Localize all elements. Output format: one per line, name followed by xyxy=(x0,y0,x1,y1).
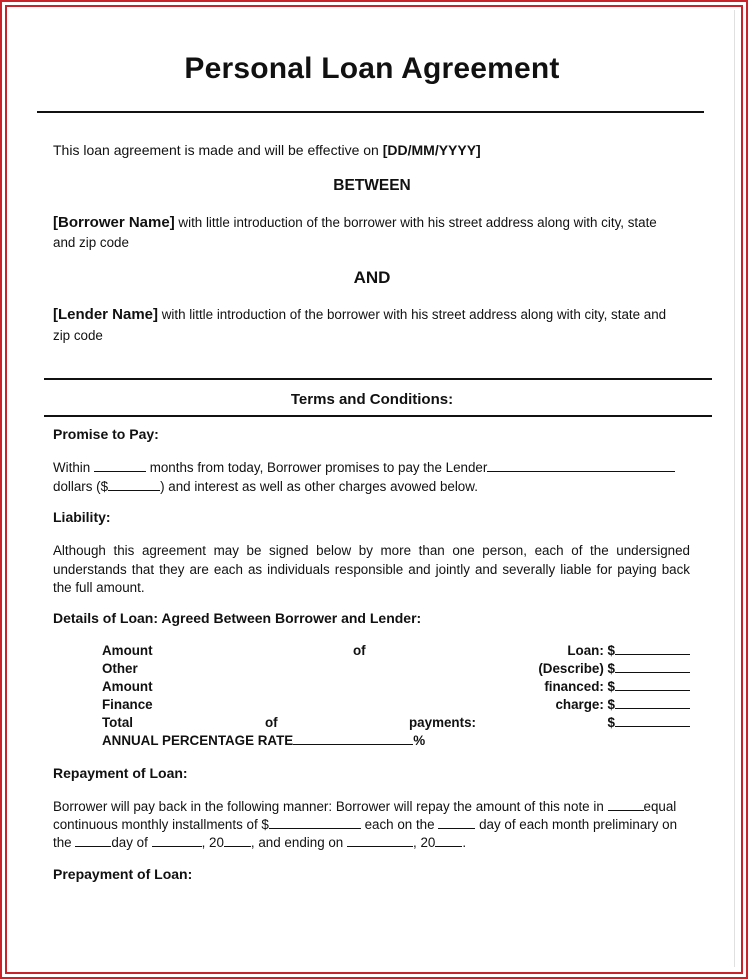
repayment-heading: Repayment of Loan: xyxy=(53,765,188,781)
payments-blank xyxy=(615,714,690,727)
promise-text-b: months from today, Borrower promises to pay the Lender xyxy=(149,460,488,475)
detail-amount-2: Amount xyxy=(102,679,153,694)
installment-amount-blank xyxy=(269,816,361,829)
effective-date: [DD/MM/YYYY] xyxy=(382,142,481,158)
promise-text-a: Within xyxy=(53,460,91,475)
repay-text-h: , 20 xyxy=(201,835,224,850)
promise-heading: Promise to Pay: xyxy=(53,426,159,442)
repay-line-1 xyxy=(53,797,676,816)
between-heading: BETWEEN xyxy=(333,177,411,194)
and-heading: AND xyxy=(353,268,391,287)
lender-amount-blank xyxy=(487,459,675,472)
end-year-blank xyxy=(435,834,462,847)
apr-label: ANNUAL PERCENTAGE RATE xyxy=(102,733,294,748)
detail-financed xyxy=(544,678,690,696)
borrower-line-2: and zip code xyxy=(53,235,129,250)
intro-text: This loan agreement is made and will be effective on xyxy=(53,142,383,158)
end-date-blank xyxy=(347,834,413,847)
repay-text-g: day of xyxy=(111,835,148,850)
loan-blank xyxy=(615,642,690,655)
detail-finance: Finance xyxy=(102,697,153,712)
repay-text-b: equal xyxy=(643,799,677,814)
lender-line-1 xyxy=(53,305,666,324)
detail-apr xyxy=(102,732,425,750)
describe-label: (Describe) $ xyxy=(538,661,615,676)
repay-line-3 xyxy=(53,833,466,852)
promise-line-2 xyxy=(53,477,478,496)
detail-describe xyxy=(538,660,690,678)
borrower-line-1 xyxy=(53,213,657,232)
detail-loan xyxy=(567,642,690,660)
liability-line-3: the full amount. xyxy=(53,580,145,595)
financed-label: financed: $ xyxy=(544,679,615,694)
prepayment-heading: Prepayment of Loan: xyxy=(53,866,193,882)
detail-payments: payments: xyxy=(409,715,476,730)
charge-blank xyxy=(615,696,690,709)
terms-heading: Terms and Conditions: xyxy=(290,391,454,408)
repay-text-d: each on the xyxy=(364,817,435,832)
detail-total: Total xyxy=(102,715,133,730)
repay-text-k: . xyxy=(462,835,467,850)
repay-text-c: continuous monthly installments of $ xyxy=(53,817,269,832)
repay-line-2 xyxy=(53,815,677,834)
repay-text-e: day of each month preliminary on xyxy=(479,817,678,832)
details-heading: Details of Loan: Agreed Between Borrower and Lender: xyxy=(53,610,422,626)
document-page xyxy=(10,10,735,967)
months-blank xyxy=(94,459,146,472)
installments-count-blank xyxy=(608,798,644,811)
repay-text-i: , and ending on xyxy=(250,835,344,850)
day-blank xyxy=(438,816,475,829)
dollar-blank xyxy=(108,478,160,491)
liability-line-2: understands that they are each as individuals responsible and jointly and severally liable for paying back xyxy=(53,562,690,577)
promise-text-c: dollars ($ xyxy=(53,479,109,494)
lender-name: [Lender Name] xyxy=(53,306,159,323)
payments-dollar: $ xyxy=(607,715,615,730)
apr-percent: % xyxy=(413,733,426,748)
detail-other: Other xyxy=(102,661,138,676)
start-year-blank xyxy=(224,834,251,847)
borrower-name: [Borrower Name] xyxy=(53,214,175,231)
financed-blank xyxy=(615,678,690,691)
promise-line-1 xyxy=(53,458,675,477)
start-day-blank xyxy=(75,834,111,847)
lender-line-2: zip code xyxy=(53,328,103,343)
detail-charge xyxy=(555,696,690,714)
describe-blank xyxy=(615,660,690,673)
loan-label: Loan: $ xyxy=(567,643,615,658)
apr-blank xyxy=(293,732,413,745)
repay-text-f: the xyxy=(53,835,72,850)
lender-desc: with little introduction of the borrower with his street address along with city, state and xyxy=(158,307,667,322)
liability-line-1: Although this agreement may be signed below by more than one person, each of the undersigned xyxy=(53,543,690,558)
start-month-blank xyxy=(152,834,202,847)
detail-of: of xyxy=(353,643,366,658)
terms-bottom-divider xyxy=(44,415,712,417)
title-divider xyxy=(37,111,704,113)
detail-amount: Amount xyxy=(102,643,153,658)
repay-text-a: Borrower will pay back in the following manner: Borrower will repay the amount of this note in xyxy=(53,799,604,814)
detail-of-2: of xyxy=(265,715,278,730)
promise-text-d: ) and interest as well as other charges avowed below. xyxy=(160,479,478,494)
repay-text-j: , 20 xyxy=(413,835,436,850)
borrower-desc: with little introduction of the borrower with his street address along with city, state xyxy=(174,215,657,230)
detail-total-payments xyxy=(608,714,690,732)
intro-line xyxy=(53,141,481,160)
terms-top-divider xyxy=(44,378,712,380)
liability-heading: Liability: xyxy=(53,509,111,525)
document-title: Personal Loan Agreement xyxy=(184,52,560,85)
charge-label: charge: $ xyxy=(555,697,615,712)
